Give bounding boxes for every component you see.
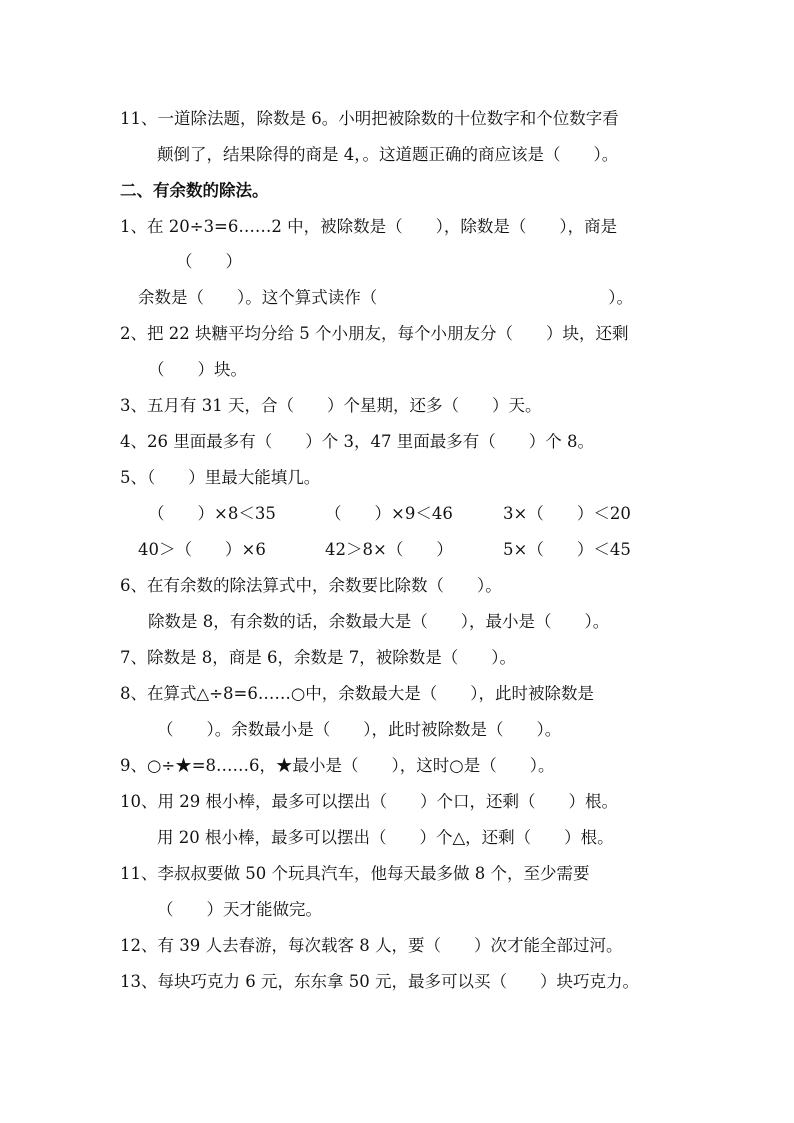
question-4: 4、26 里面最多有（ ）个 3，47 里面最多有（ ）个 8。 xyxy=(120,432,594,451)
question-6-line-1: 6、在有余数的除法算式中，余数要比除数（ ）。 xyxy=(120,576,502,595)
question-2-line-1: 2、把 22 块糖平均分给 5 个小朋友，每个小朋友分（ ）块，还剩 xyxy=(120,324,629,343)
question-11b-line-2: （ ）天才能做完。 xyxy=(157,900,322,919)
q5-item: 3×（ ）＜20 xyxy=(503,504,631,523)
question-9: 9、○÷★=8……6，★最小是（ ），这时○是（ ）。 xyxy=(120,756,555,775)
q5-item: （ ）×9＜46 xyxy=(325,504,453,523)
question-7: 7、除数是 8，商是 6，余数是 7，被除数是（ ）。 xyxy=(120,648,516,667)
question-1-line-1: 1、在 20÷3=6……2 中，被除数是（ ），除数是（ ），商是 xyxy=(120,217,618,236)
q5-item: 5×（ ）＜45 xyxy=(503,540,631,559)
section-heading: 二、有余数的除法。 xyxy=(120,181,269,200)
question-1-line-3: 余数是（ ）。这个算式读作（ ）。 xyxy=(138,288,633,307)
q5-item: 42＞8×（ ） xyxy=(325,540,453,559)
question-11-line-1: 11、一道除法题，除数是 6。小明把被除数的十位数字和个位数字看 xyxy=(120,109,619,128)
question-11-line-2: 颠倒了，结果除得的商是 4，。这道题正确的商应该是（ ）。 xyxy=(157,145,619,164)
question-13: 13、每块巧克力 6 元，东东拿 50 元，最多可以买（ ）块巧克力。 xyxy=(120,972,639,991)
q5-item: 40＞（ ）×6 xyxy=(138,540,266,559)
q5-item: （ ）×8＜35 xyxy=(148,504,276,523)
question-10-line-1: 10、用 29 根小棒，最多可以摆出（ ）个口，还剩（ ）根。 xyxy=(120,792,618,811)
question-3: 3、五月有 31 天，合（ ）个星期，还多（ ）天。 xyxy=(120,396,542,415)
question-5-row-2 xyxy=(0,539,794,561)
question-6-line-2: 除数是 8，有余数的话，余数最大是（ ），最小是（ ）。 xyxy=(148,612,610,631)
question-8-line-1: 8、在算式△÷8=6……○中，余数最大是（ ），此时被除数是 xyxy=(120,684,594,703)
question-8-line-2: （ ）。余数最小是（ ），此时被除数是（ ）。 xyxy=(157,720,562,739)
question-5: 5、（ ）里最大能填几。 xyxy=(120,468,321,487)
question-10-line-2: 用 20 根小棒，最多可以摆出（ ）个△，还剩（ ）根。 xyxy=(157,828,614,847)
question-2-line-2: （ ）块。 xyxy=(148,360,247,379)
question-11b-line-1: 11、李叔叔要做 50 个玩具汽车，他每天最多做 8 个，至少需要 xyxy=(120,864,590,883)
question-12: 12、有 39 人去春游，每次载客 8 人，要（ ）次才能全部过河。 xyxy=(120,936,623,955)
question-1-line-2: （ ） xyxy=(176,252,242,271)
question-5-row-1 xyxy=(0,503,794,525)
